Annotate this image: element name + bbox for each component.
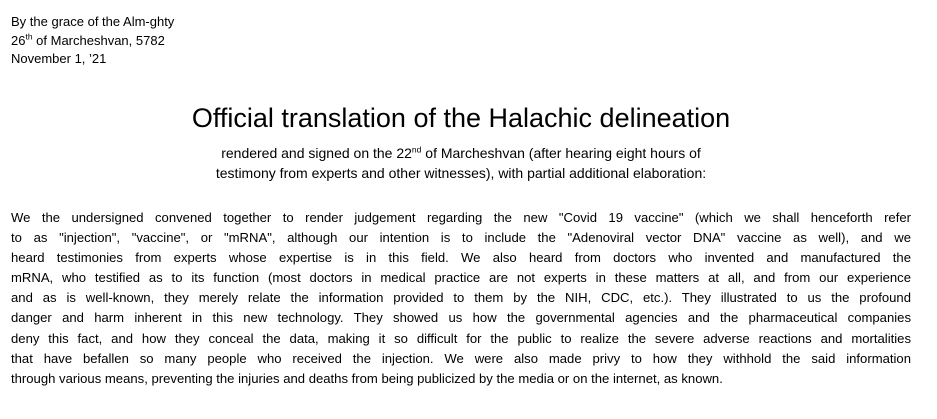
body-line: that have befallen so many people who received the injection. We were also made privy to how they withhold the said information [11,350,911,366]
subtitle-line-1 [0,143,922,163]
body-line: and as is well-known, they merely relate the information provided to them by the NIH, CDC, etc.). They illustrated to us the profound [11,290,911,306]
document-subtitle [0,143,922,183]
subtitle-line-2: testimony from experts and other witnesses), with partial additional elaboration: [215,165,707,181]
date-header [11,13,174,69]
body-line: to as "injection", "vaccine", or "mRNA", although our intention is to include the "Adenoviral vector DNA" vaccine as well), and we [11,230,911,246]
gregorian-date-line: November 1, ’21 [11,51,107,66]
hebrew-date-suffix: th [25,31,33,42]
body-line: mRNA, who testified as to its function (most doctors in medical practice are not experts in these matters at all, and from our experience [11,270,911,286]
hebrew-date-day: 26 [11,32,26,48]
subtitle-date-suffix: nd [411,144,422,155]
body-line: We the undersigned convened together to render judgement regarding the new "Covid 19 vaccine" (which we shall henceforth refer [11,210,911,225]
invocation-line: By the grace of the Alm-ghty [11,14,175,29]
subtitle-line-1-post: of Marcheshvan (after hearing eight hours of [421,145,701,161]
body-paragraph [11,208,911,389]
hebrew-date-rest: of Marcheshvan, 5782 [32,32,165,48]
hebrew-date-line [11,32,174,51]
document-title: Official translation of the Halachic delineation [191,103,731,133]
body-line: through various means, preventing the injuries and deaths from being publicized by the media or on the internet, as known. [11,370,723,386]
body-line: deny this fact, and how they conceal the data, making it so difficult for the public to realize the severe adverse reactions and mortalities [11,330,911,346]
body-line: heard testimonies from experts whose expertise is in this field. We also heard from doctors who invented and manufactured the [11,250,911,266]
body-line: danger and harm inherent in this new technology. They showed us how the governmental agencies and the pharmaceutical companies [11,310,911,326]
subtitle-line-1-pre: rendered and signed on the 22 [221,145,412,161]
